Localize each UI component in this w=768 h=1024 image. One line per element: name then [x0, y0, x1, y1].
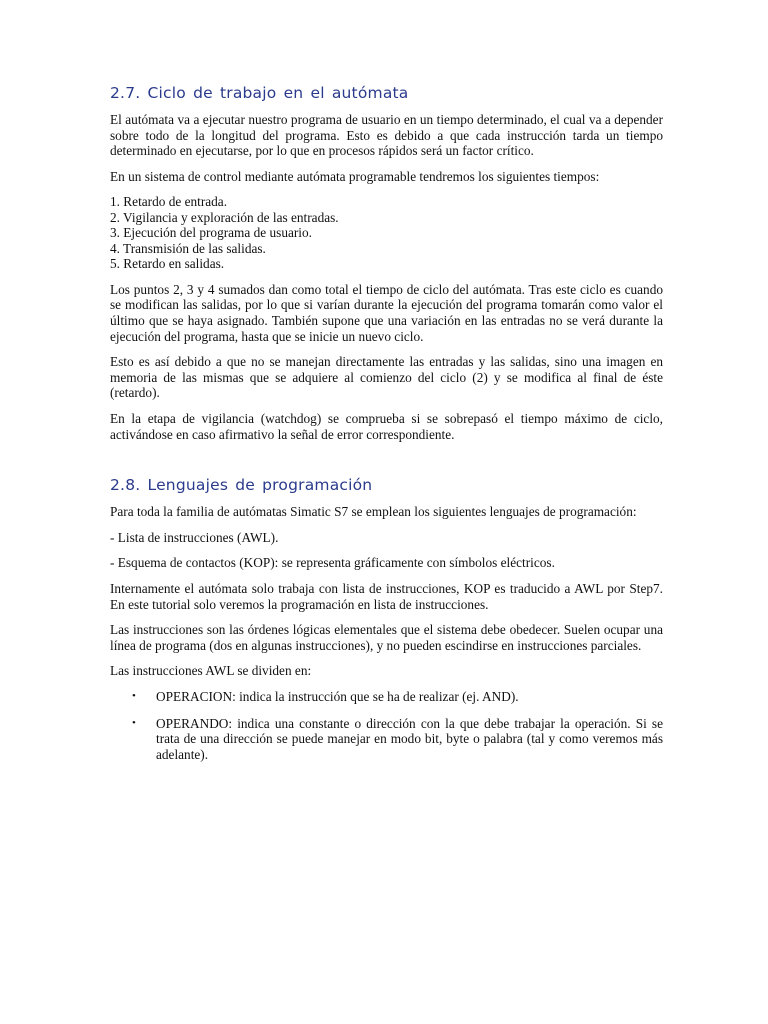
list-item: 5. Retardo en salidas. [110, 256, 225, 272]
bullet-text: OPERANDO: indica una constante o dirección con la que debe trabajar la operación. Si se trata de una dirección se puede manejar en modo bit, byte o palabra (tal y como veremos más adelante). [156, 715, 663, 762]
document-content [110, 84, 663, 773]
paragraph: En un sistema de control mediante autómata programable tendremos los siguientes tiempos: [110, 168, 600, 184]
paragraph: En la etapa de vigilancia (watchdog) se comprueba si se sobrepasó el tiempo máximo de ciclo, activándose en caso afirmativo la señal de error correspondiente. [110, 411, 663, 442]
list-item: 2. Vigilancia y exploración de las entradas. [110, 209, 339, 225]
bullet-icon: • [132, 689, 136, 702]
section-lenguajes [110, 476, 663, 762]
paragraph: Las instrucciones son las órdenes lógicas elementales que el sistema debe obedecer. Suelen ocupar una línea de programa (dos en algunas instrucciones), y no pueden escindirse en instrucciones parciales. [110, 622, 663, 653]
paragraph: Las instrucciones AWL se dividen en: [110, 663, 312, 679]
paragraph: Para toda la familia de autómatas Simatic S7 se emplean los siguientes lenguajes de programación: [110, 504, 637, 520]
list-item: 1. Retardo de entrada. [110, 194, 228, 210]
list-item: 3. Ejecución del programa de usuario. [110, 225, 312, 241]
paragraph: Los puntos 2, 3 y 4 sumados dan como total el tiempo de ciclo del autómata. Tras este ciclo es cuando se modifican las salidas, por lo que si varían durante la ejecución del programa tomarán como valor el último que se haya asignado. También supone que una variación en las entradas no se verá durante la ejecución del programa, hasta que se inicie un nuevo ciclo. [110, 281, 663, 344]
paragraph: Internamente el autómata solo trabaja con lista de instrucciones, KOP es traducido a AWL por Step7. En este tutorial solo veremos la programación en lista de instrucciones. [110, 581, 663, 612]
list-item: 4. Transmisión de las salidas. [110, 240, 266, 256]
section-heading-lenguajes: 2.8. Lenguajes de programación [110, 476, 373, 495]
section-heading-ciclo: 2.7. Ciclo de trabajo en el autómata [110, 84, 409, 102]
numbered-list [110, 194, 663, 272]
paragraph: - Esquema de contactos (KOP): se representa gráficamente con símbolos eléctricos. [110, 555, 555, 571]
bullet-list [110, 689, 663, 762]
bullet-item [110, 689, 663, 705]
bullet-icon: • [132, 716, 136, 729]
bullet-item [110, 716, 663, 763]
paragraph: - Lista de instrucciones (AWL). [110, 529, 279, 545]
paragraph: Esto es así debido a que no se manejan directamente las entradas y las salidas, sino una imagen en memoria de las mismas que se adquiere al comienzo del ciclo (2) y se modifica al final de éste (retardo). [110, 354, 663, 401]
paragraph: El autómata va a ejecutar nuestro programa de usuario en un tiempo determinado, el cual va a depender sobre todo de la longitud del programa. Esto es debido a que cada instrucción tarda un tiempo determinado en ejecutarse, por lo que en procesos rápidos será un factor crítico. [110, 112, 663, 159]
bullet-text: OPERACION: indica la instrucción que se ha de realizar (ej. AND). [156, 688, 519, 704]
